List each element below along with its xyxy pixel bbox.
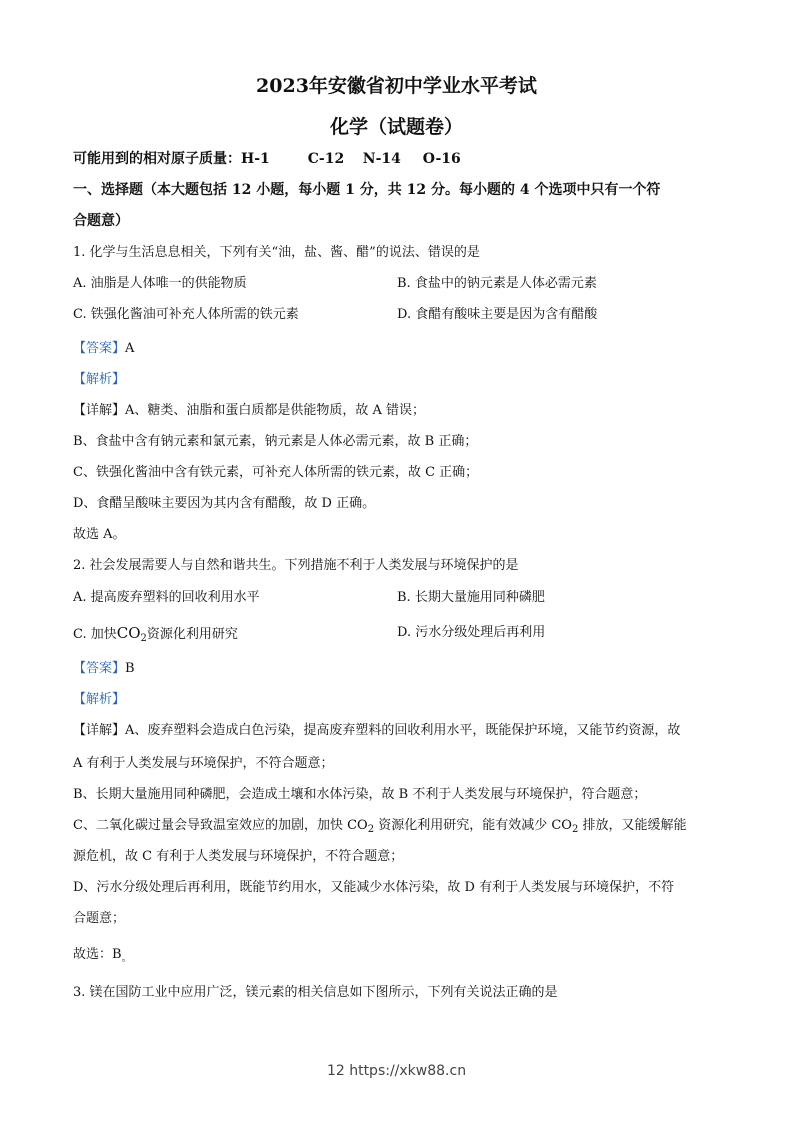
atomic-mass-label: 可能用到的相对原子质量：H-1	[73, 151, 270, 167]
q1-detail-b: B、食盐中含有钠元素和氯元素，钠元素是人体必需元素，故 B 正确；	[73, 434, 478, 449]
page-footer: 12 https://xkw88.cn	[326, 1063, 467, 1079]
atomic-mass-line	[73, 150, 461, 168]
q2-answer-tag: 【答案】	[73, 661, 126, 676]
q2-conclusion-text: 故选：B	[73, 947, 122, 962]
section-heading-line1: 一、选择题（本大题包括 12 小题，每小题 1 分，共 12 分。每小题的 4 个选项中只有一个符	[73, 182, 661, 198]
q1-answer	[73, 340, 134, 358]
q2-detail-c1-post: 排放，又能缓解能	[578, 818, 687, 833]
q1-answer-value: A	[125, 341, 135, 356]
q2-detail-a2: A 有利于人类发展与环境保护，不符合题意；	[73, 756, 334, 771]
atomic-mass-c: C-12	[307, 151, 345, 167]
section-heading-line2: 合题意）	[73, 213, 129, 229]
q1-option-d: D. 食醋有酸味主要是因为含有醋酸	[397, 307, 598, 322]
q2-detail-c1-sub2: 2	[571, 824, 579, 835]
atomic-mass-n: N-14	[362, 151, 401, 167]
q2-option-c-pre: C. 加快	[73, 627, 117, 642]
q2-detail-d2: 合题意；	[73, 911, 126, 926]
q2-detail-a1-text: A、废弃塑料会造成白色污染，提高废弃塑料的回收利用水平，既能保护环境，又能节约资源，故	[125, 723, 681, 738]
q1-detail-a-text: A、糖类、油脂和蛋白质都是供能物质，故 A 错误；	[125, 403, 426, 418]
q2-answer-value: B	[125, 661, 135, 676]
q2-detail-c1-sub1: 2	[367, 824, 375, 835]
q2-detail-c1	[73, 817, 686, 839]
q2-detail-a1	[73, 722, 680, 740]
q2-option-c-post: 资源化利用研究	[146, 627, 238, 642]
q2-detail-c2: 源危机，故 C 有利于人类发展与环境保护，不符合题意；	[73, 849, 404, 864]
q2-conclusion	[73, 946, 132, 968]
exam-title: 2023年安徽省初中学业水平考试	[256, 75, 537, 97]
q3-stem: 3. 镁在国防工业中应用广泛，镁元素的相关信息如下图所示，下列有关说法正确的是	[73, 985, 558, 1000]
q2-option-b: B. 长期大量施用同种磷肥	[397, 590, 545, 605]
q2-analysis-tag: 【解析】	[73, 692, 126, 707]
q2-answer	[73, 660, 135, 678]
q1-detail-c: C、铁强化酱油中含有铁元素，可补充人体所需的铁元素，故 C 正确；	[73, 465, 479, 480]
q1-detail-d: D、食醋呈酸味主要因为其内含有醋酸，故 D 正确。	[73, 496, 376, 511]
q2-option-d: D. 污水分级处理后再利用	[397, 625, 546, 640]
q1-option-b: B. 食盐中的钠元素是人体必需元素	[397, 276, 597, 291]
q1-analysis-tag: 【解析】	[73, 372, 126, 387]
q1-option-a: A. 油脂是人体唯一的供能物质	[73, 276, 247, 291]
q2-detail-tag: 【详解】	[73, 723, 126, 738]
q1-detail-tag: 【详解】	[73, 403, 126, 418]
q2-option-c-sub: 2	[140, 633, 147, 644]
q1-option-c: C. 铁强化酱油可补充人体所需的铁元素	[73, 307, 299, 322]
q1-detail-a	[73, 402, 425, 420]
q2-detail-b: B、长期大量施用同种磷肥，会造成土壤和水体污染，故 B 不利于人类发展与环境保护，符合题意；	[73, 787, 647, 802]
q2-conclusion-mark: 。	[121, 953, 132, 964]
q2-option-c-co: CO	[116, 624, 141, 642]
q1-conclusion: 故选 A。	[73, 527, 126, 542]
q2-detail-c1-pre: C、二氧化碳过量会导致温室效应的加剧，加快 CO	[73, 818, 368, 833]
atomic-mass-o: O-16	[422, 151, 461, 167]
q2-option-c	[73, 624, 238, 648]
q2-detail-d1: D、污水分级处理后再利用，既能节约用水，又能减少水体污染，故 D 有利于人类发展与环境保护，不符	[73, 880, 675, 895]
q1-stem: 1. 化学与生活息息相关，下列有关“油，盐、酱、醋”的说法、错误的是	[73, 245, 480, 260]
q2-detail-c1-mid: 资源化利用研究，能有效减少 CO	[374, 818, 572, 833]
q2-stem: 2. 社会发展需要人与自然和谐共生。下列措施不利于人类发展与环境保护的是	[73, 558, 519, 573]
q2-option-a: A. 提高废弃塑料的回收利用水平	[73, 590, 260, 605]
exam-subtitle: 化学（试题卷）	[329, 116, 463, 138]
q1-answer-tag: 【答案】	[73, 341, 126, 356]
